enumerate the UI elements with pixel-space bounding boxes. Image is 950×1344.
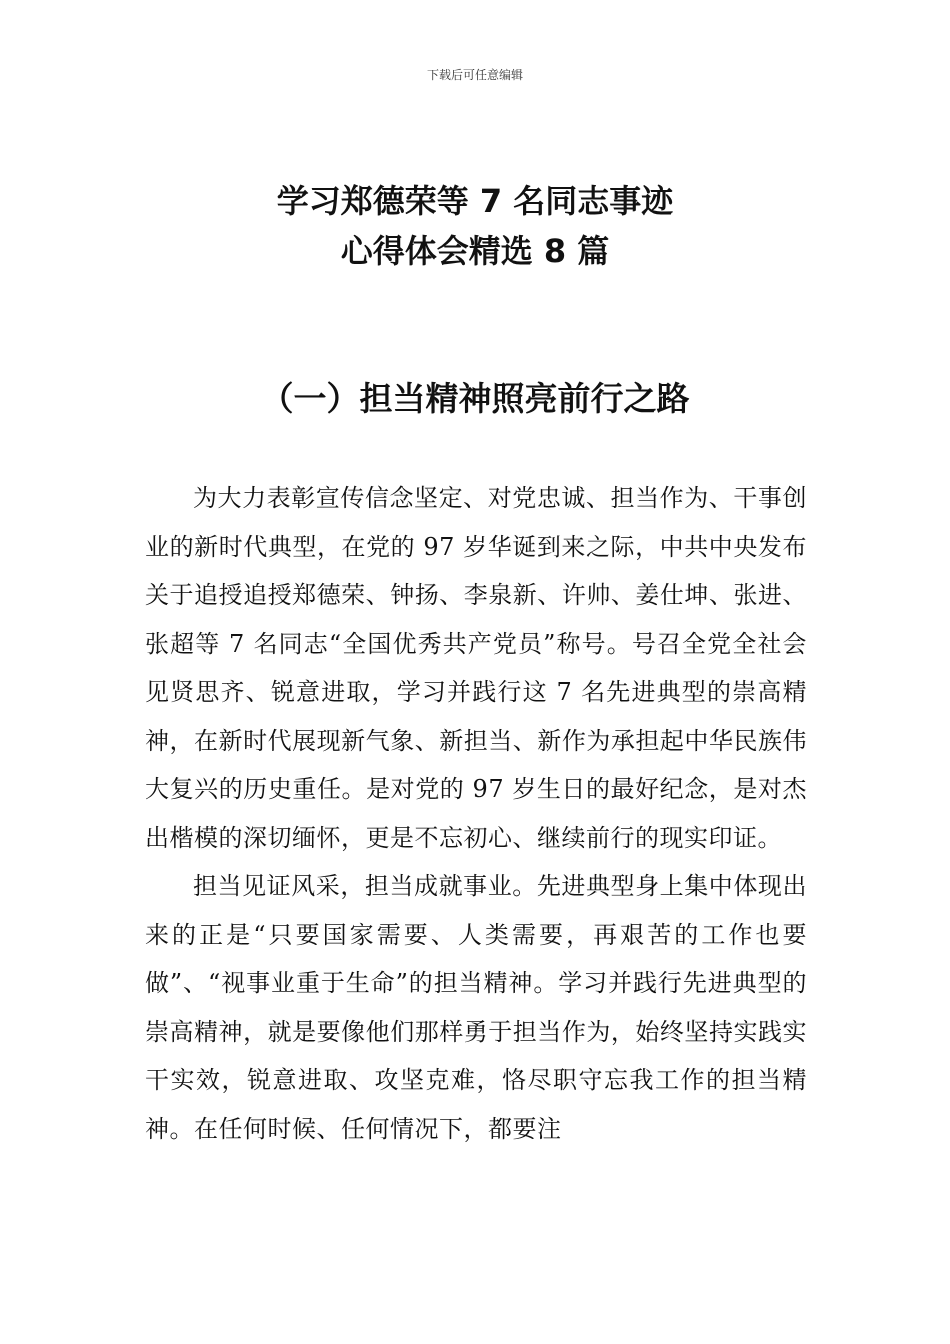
header-note: 下载后可任意编辑 [426,68,523,82]
document-title-line-2: 心得体会精选 8 篇 [340,232,610,270]
paragraph-1: 为大力表彰宣传信念坚定、对党忠诚、担当作为、干事创业的新时代典型，在党的 97 岁华诞到来之际，中共中央发布关于追授追授郑德荣、钟扬、李泉新、许帅、姜仕坤、张进、张超等 7 名同志“全国优秀共产党员”称号。号召全党全社会见贤思齐、锐意进取，学习并践行这 7 名先进典型的崇高精神，在新时代展现新气象、新担当、新作为承担起中华民族伟大复兴的历史重任。是对党的 97 岁生日的最好纪念，是对杰出楷模的深切缅怀，更是不忘初心、继续前行的现实印证。 [145,484,807,852]
paragraph-2: 担当见证风采，担当成就事业。先进典型身上集中体现出来的正是“只要国家需要、人类需要，再艰苦的工作也要做”、“视事业重于生命”的担当精神。学习并践行先进典型的崇高精神，就是要像他们那样勇于担当作为，始终坚持实践实干实效，锐意进取、攻坚克难，恪尽职守忘我工作的担当精神。在任何时候、任何情况下，都要注 [145,872,807,1143]
section-title: （一）担当精神照亮前行之路 [260,379,690,418]
document-title [0,176,950,276]
body-text [145,474,807,1153]
document-title-line-1: 学习郑德荣等 7 名同志事迹 [276,182,674,220]
